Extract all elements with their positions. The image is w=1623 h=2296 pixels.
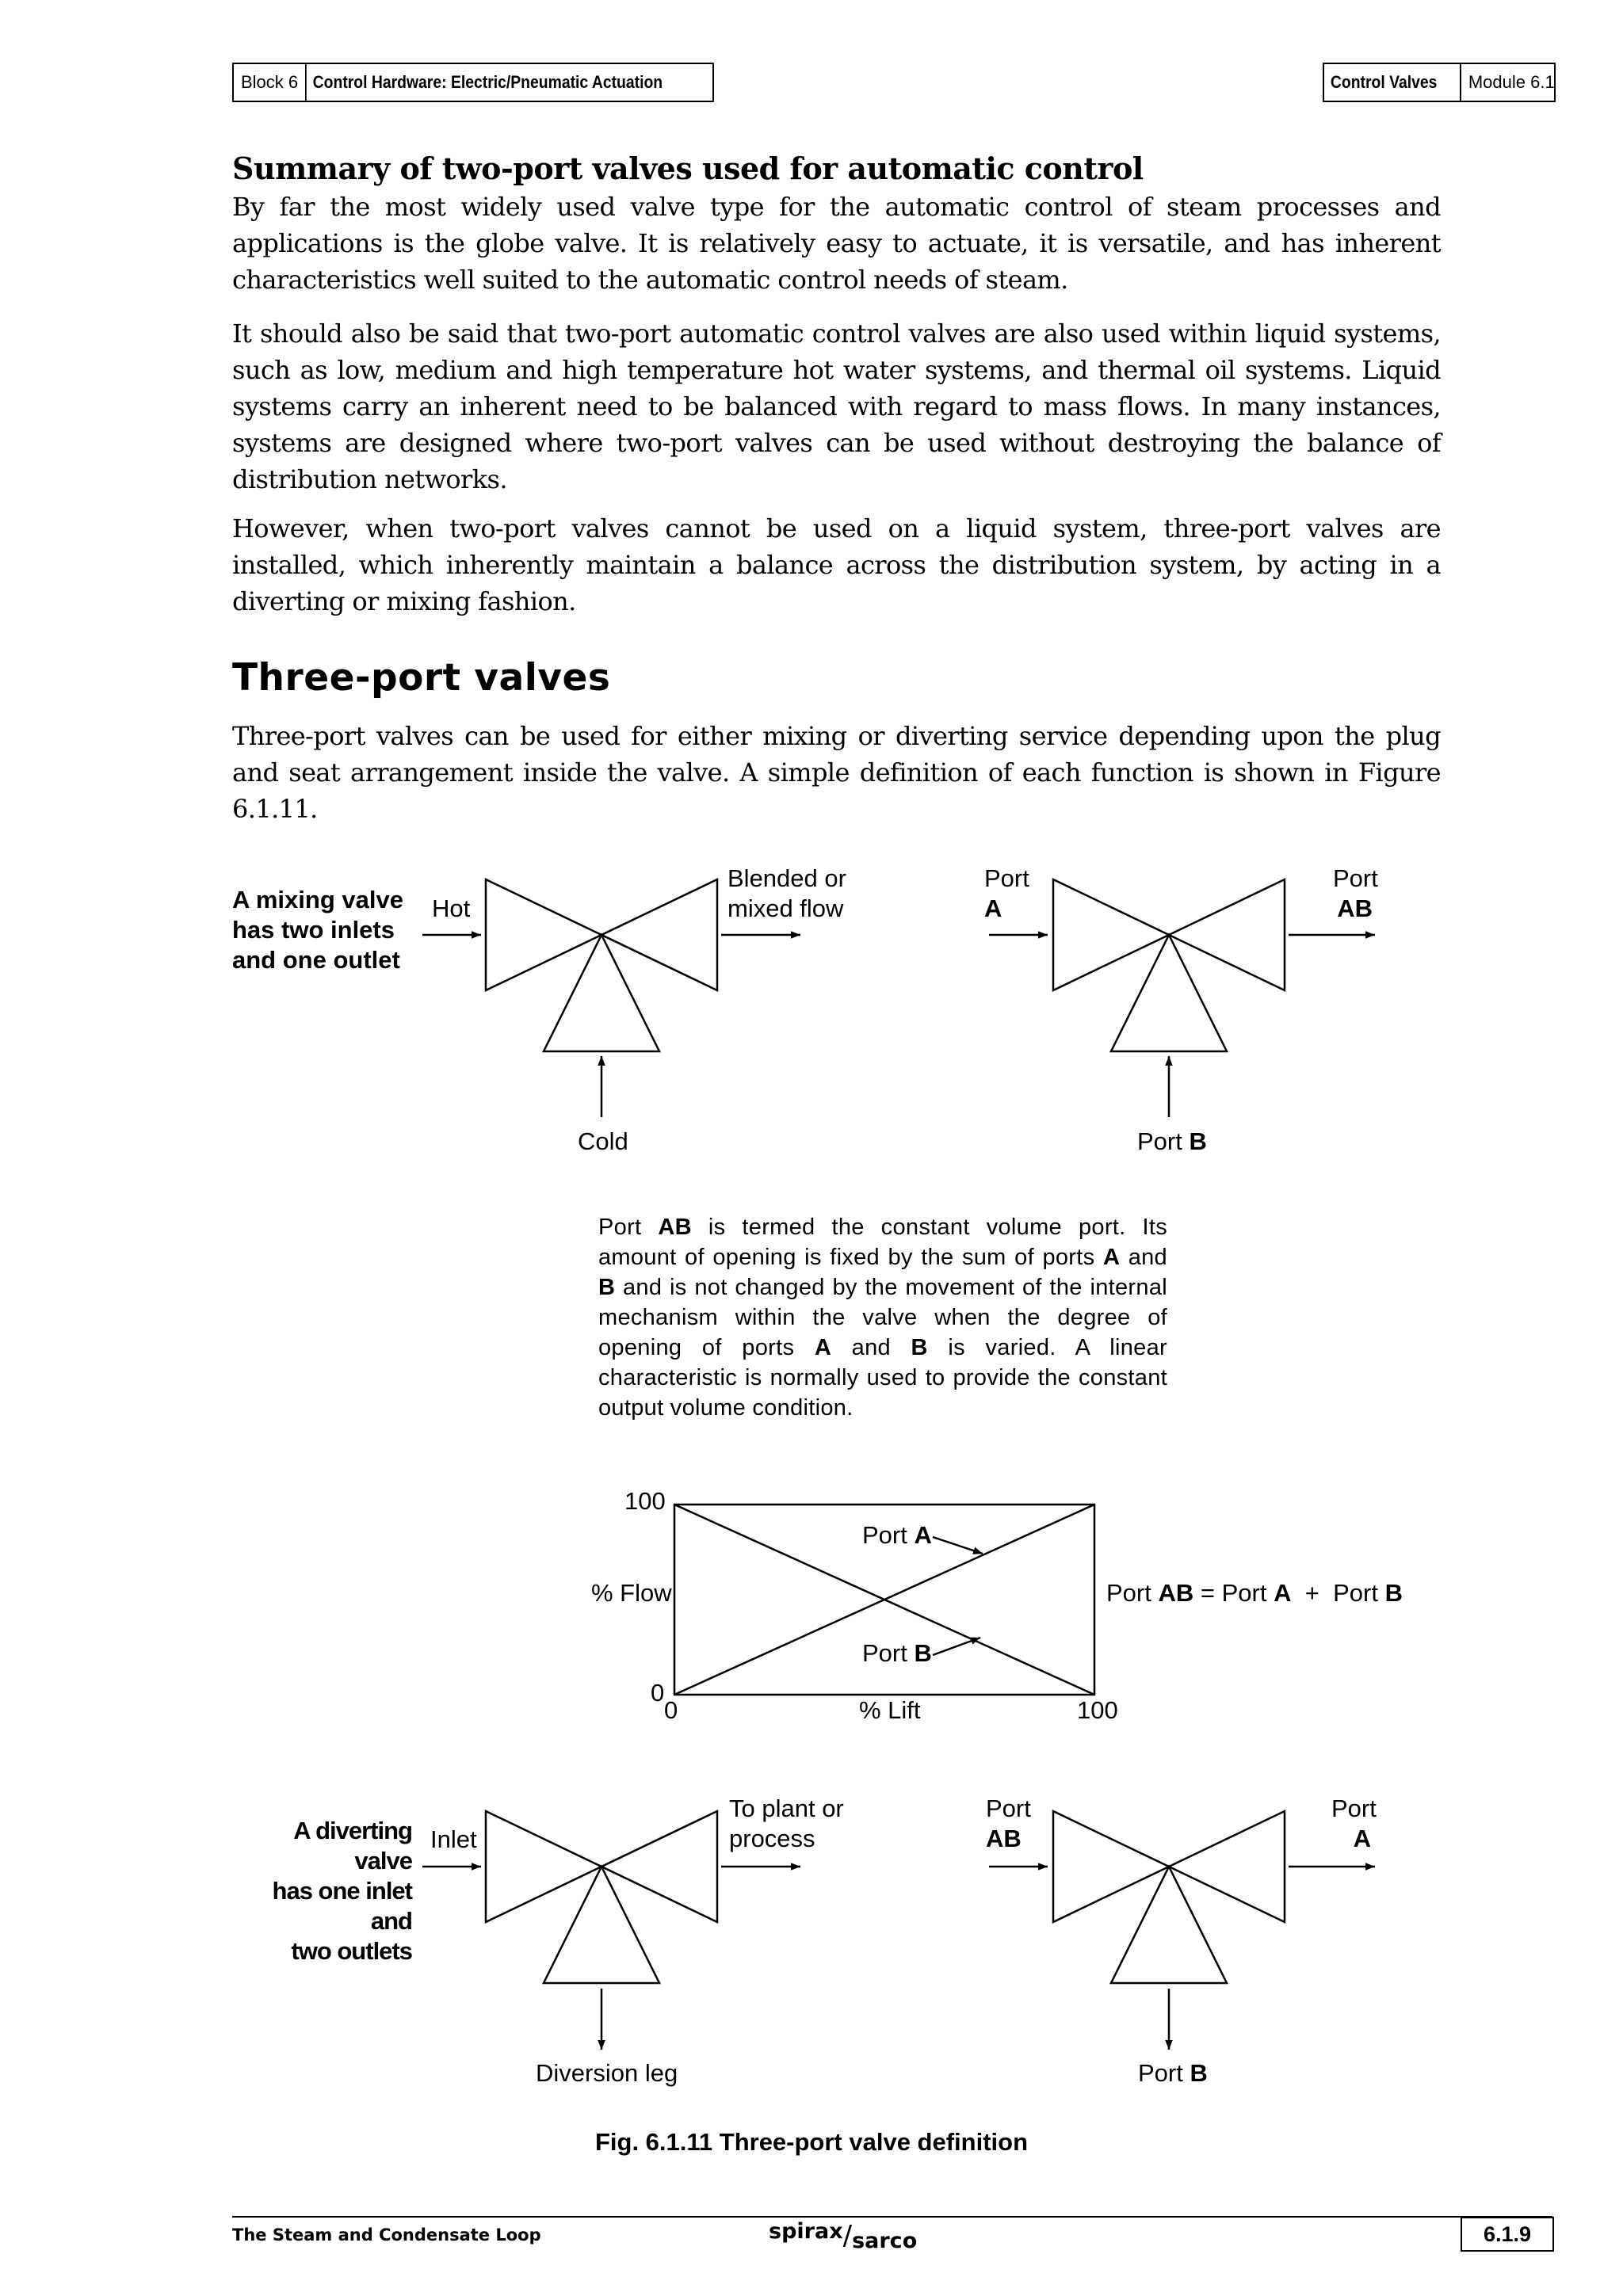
eq-b: B	[1384, 1579, 1403, 1607]
eq-equals: =	[1200, 1579, 1215, 1607]
mix-port-b-label	[1137, 1127, 1207, 1157]
header-section: Control Valves	[1330, 72, 1438, 92]
eq-port-word-2: Port	[1221, 1579, 1267, 1607]
diverting-desc-line-1: A diverting valve	[293, 1817, 412, 1875]
hot-label: Hot	[432, 894, 471, 922]
diverting-valve-symbol	[486, 1811, 717, 1983]
graph-port-a-word: Port	[862, 1521, 907, 1549]
header-module: Module 6.1	[1460, 64, 1562, 101]
summary-heading: Summary of two-port valves used for automatic control	[232, 151, 1144, 186]
mixing-valve-symbol	[486, 879, 717, 1051]
diverting-ports-valve-symbol	[1053, 1811, 1285, 1983]
mix-port-ab-letter: AB	[1337, 894, 1373, 922]
eq-plus: +	[1304, 1579, 1319, 1607]
to-plant-line-2: process	[729, 1825, 815, 1852]
eq-ab: AB	[1158, 1579, 1194, 1607]
div-port-ab-label	[986, 1794, 1031, 1854]
to-plant-line-1: To plant or	[729, 1794, 844, 1822]
header-block-title: Control Hardware: Electric/Pneumatic Actuation	[305, 64, 669, 101]
mixing-desc-line-1: A mixing valve	[232, 886, 403, 913]
blended-line-2: mixed flow	[727, 894, 844, 922]
page-number: 6.1.9	[1461, 2217, 1554, 2252]
summary-paragraph-3: However, when two-port valves cannot be used on a liquid system, three-port valves are installed, which inherently maintain a balance across the distribution system, by acting in a diverting or mixing fashion.	[232, 513, 1441, 616]
graph-port-b-word: Port	[862, 1639, 907, 1667]
eq-a: A	[1274, 1579, 1292, 1607]
diverting-valve-description	[232, 1816, 412, 1966]
x-axis-max: 100	[1077, 1696, 1118, 1724]
to-plant-label	[729, 1794, 844, 1854]
three-port-intro: Three-port valves can be used for either mixing or diverting service depending upon the plug and seat arrangement inside the valve. A simple definition of each function is shown in Figure 6.1.11.	[232, 721, 1441, 824]
mixing-desc-line-2: has two inlets	[232, 916, 395, 944]
mix-port-b-letter: B	[1189, 1127, 1207, 1155]
div-port-a-letter: A	[1353, 1825, 1371, 1852]
diverting-desc-line-2: has one inlet and	[272, 1877, 412, 1935]
y-axis-label: % Flow	[591, 1579, 672, 1607]
mixing-ports-valve-symbol	[1053, 879, 1285, 1051]
logo-top: spirax	[769, 2219, 843, 2244]
three-port-heading: Three-port valves	[232, 656, 611, 700]
eq-port-word-3: Port	[1333, 1579, 1378, 1607]
x-axis-zero: 0	[664, 1696, 678, 1724]
eq-port-word-1: Port	[1106, 1579, 1151, 1607]
port-b-pointer	[933, 1638, 980, 1655]
logo-bottom: sarco	[852, 2229, 918, 2253]
div-port-b-letter: B	[1190, 2059, 1208, 2087]
div-port-ab-letter: AB	[986, 1825, 1022, 1852]
mix-port-ab-label	[1333, 864, 1378, 924]
mix-port-a-word: Port	[984, 864, 1029, 892]
graph-port-b-letter: B	[914, 1639, 932, 1667]
x-axis-label: % Lift	[859, 1696, 921, 1724]
graph-port-a-letter: A	[914, 1521, 932, 1549]
graph-equation	[1106, 1578, 1403, 1608]
header-block: Block 6	[241, 72, 299, 92]
div-port-a-word: Port	[1331, 1794, 1377, 1822]
figure-caption: Fig. 6.1.11 Three-port valve definition	[594, 2128, 1029, 2156]
div-port-a-label	[1331, 1794, 1377, 1854]
mix-port-a-letter: A	[984, 894, 1002, 922]
div-port-b-label	[1138, 2058, 1208, 2088]
mixing-valve-description	[232, 885, 403, 975]
graph-port-a-label	[862, 1520, 932, 1550]
port-a-pointer	[933, 1537, 983, 1554]
diversion-leg-label: Diversion leg	[536, 2059, 678, 2087]
inlet-label: Inlet	[430, 1825, 477, 1853]
diverting-desc-line-3: two outlets	[291, 1937, 412, 1965]
graph-port-b-label	[862, 1638, 932, 1669]
mix-port-b-word: Port	[1137, 1127, 1182, 1155]
constant-volume-note: Port AB is termed the constant volume port. Its amount of opening is fixed by the sum of ports A and B and is not changed by the movement of the internal mechanism within the valve when the degree of opening of ports A and B is varied. A linear characteristic is normally used to provide the constant output volume condition.	[598, 1215, 1168, 1421]
y-axis-zero: 0	[651, 1679, 665, 1707]
cold-label: Cold	[578, 1127, 628, 1155]
y-axis-max: 100	[624, 1487, 666, 1515]
div-port-ab-word: Port	[986, 1794, 1031, 1822]
footer-title: The Steam and Condensate Loop	[232, 2225, 541, 2245]
blended-line-1: Blended or	[727, 864, 846, 892]
summary-paragraph-2: It should also be said that two-port automatic control valves are also used within liquid systems, such as low, medium and high temperature hot water systems, and thermal oil systems. Liquid systems carry an inherent need to be balanced with regard to mass flows. In many instances, systems are designed where two-port valves can be used without destroying the balance of distribution networks.	[232, 318, 1441, 494]
mix-port-ab-word: Port	[1333, 864, 1378, 892]
summary-paragraph-1: By far the most widely used valve type for the automatic control of steam processes and applications is the globe valve. It is relatively easy to actuate, it is versatile, and has inherent characteristics well suited to the automatic control needs of steam.	[232, 192, 1441, 295]
div-port-b-word: Port	[1138, 2059, 1183, 2087]
blended-label	[727, 864, 846, 924]
spirax-sarco-logo: spirax/sarco	[769, 2219, 918, 2253]
mix-port-a-label	[984, 864, 1029, 924]
mixing-desc-line-3: and one outlet	[232, 946, 400, 974]
